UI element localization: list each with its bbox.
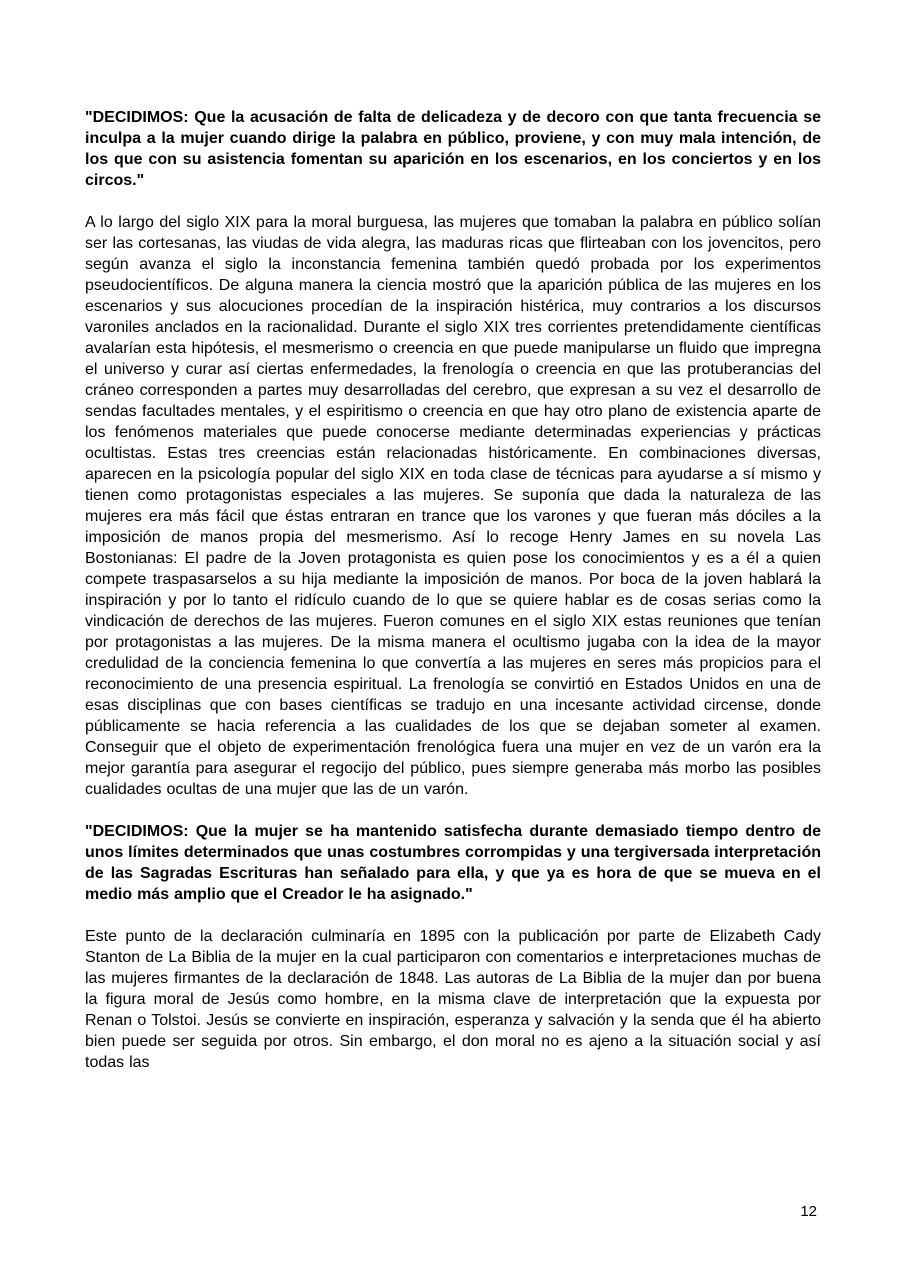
page-content xyxy=(85,107,821,1094)
page-number: 12 xyxy=(800,1203,817,1220)
body-paragraph-1: A lo largo del siglo XIX para la moral burguesa, las mujeres que tomaban la palabra en público solían ser las cortesanas, las viudas de vida alegra, las maduras ricas que flirteaban con los jovencitos, pero según avanza el siglo la inconstancia femenina también quedó probada por los experimentos pseudocientíficos. De alguna manera la ciencia mostró que la aparición pública de las mujeres en los escenarios y sus alocuciones procedían de la inspiración histérica, muy contrarios a los discursos varoniles anclados en la racionalidad. Durante el siglo XIX tres corrientes pretendidamente científicas avalarían esta hipótesis, el mesmerismo o creencia en que puede manipularse un fluido que impregna el universo y curar así ciertas enfermedades, la frenología o creencia en que las protuberancias del cráneo corresponden a partes muy desarrolladas del cerebro, que expresan a su vez el desarrollo de sendas facultades mentales, y el espiritismo o creencia en que hay otro plano de existencia aparte de los fenómenos materiales que puede conocerse mediante determinadas experiencias y prácticas ocultistas. Estas tres creencias están relacionadas históricamente. En combinaciones diversas, aparecen en la psicología popular del siglo XIX en toda clase de técnicas para ayudarse a sí mismo y tienen como protagonistas especiales a las mujeres. Se suponía que dada la naturaleza de las mujeres era más fácil que éstas entraran en trance que los varones y que fueran más dóciles a la imposición de manos propia del mesmerismo. Así lo recoge Henry James en su novela Las Bostonianas: El padre de la Joven protagonista es quien pose los conocimientos y es a él a quien compete traspasarselos a su hija mediante la imposición de manos. Por boca de la joven hablará la inspiración y por lo tanto el ridículo cuando de lo que se quiere hablar es de cosas serias como la vindicación de derechos de las mujeres. Fueron comunes en el siglo XIX estas reuniones que tenían por protagonistas a las mujeres. De la misma manera el ocultismo jugaba con la idea de la mayor credulidad de la conciencia femenina lo que convertía a las mujeres en seres más propicios para el reconocimiento de una presencia espiritual. La frenología se convirtió en Estados Unidos en una de esas disciplinas que con bases científicas se tradujo en una incesante actividad circense, donde públicamente se hacia referencia a las cualidades de los que se dejaban someter al examen. Conseguir que el objeto de experimentación frenológica fuera una mujer en vez de un varón era la mejor garantía para asegurar el regocijo del público, pues siempre generaba más morbo las posibles cualidades ocultas de una mujer que las de un varón. xyxy=(85,214,821,798)
resolution-quote-2: "DECIDIMOS: Que la mujer se ha mantenido satisfecha durante demasiado tiempo dentro de unos límites determinados que unas costumbres corrompidas y una tergiversada interpretación de las Sagradas Escrituras han señalado para ella, y que ya es hora de que se mueva en el medio más amplio que el Creador le ha asignado." xyxy=(85,823,821,903)
resolution-quote-1: "DECIDIMOS: Que la acusación de falta de delicadeza y de decoro con que tanta frecuencia se inculpa a la mujer cuando dirige la palabra en público, proviene, y con muy mala intención, de los que con su asistencia fomentan su aparición en los escenarios, en los conciertos y en los circos." xyxy=(85,109,821,189)
body-paragraph-2: Este punto de la declaración culminaría en 1895 con la publicación por parte de Elizabeth Cady Stanton de La Biblia de la mujer en la cual participaron con comentarios e interpretaciones muchas de las mujeres firmantes de la declaración de 1848. Las autoras de La Biblia de la mujer dan por buena la figura moral de Jesús como hombre, en la misma clave de interpretación que la expuesta por Renan o Tolstoi. Jesús se convierte en inspiración, esperanza y salvación y la senda que él ha abierto bien puede ser seguida por otros. Sin embargo, el don moral no es ajeno a la situación social y así todas las xyxy=(85,928,821,1071)
